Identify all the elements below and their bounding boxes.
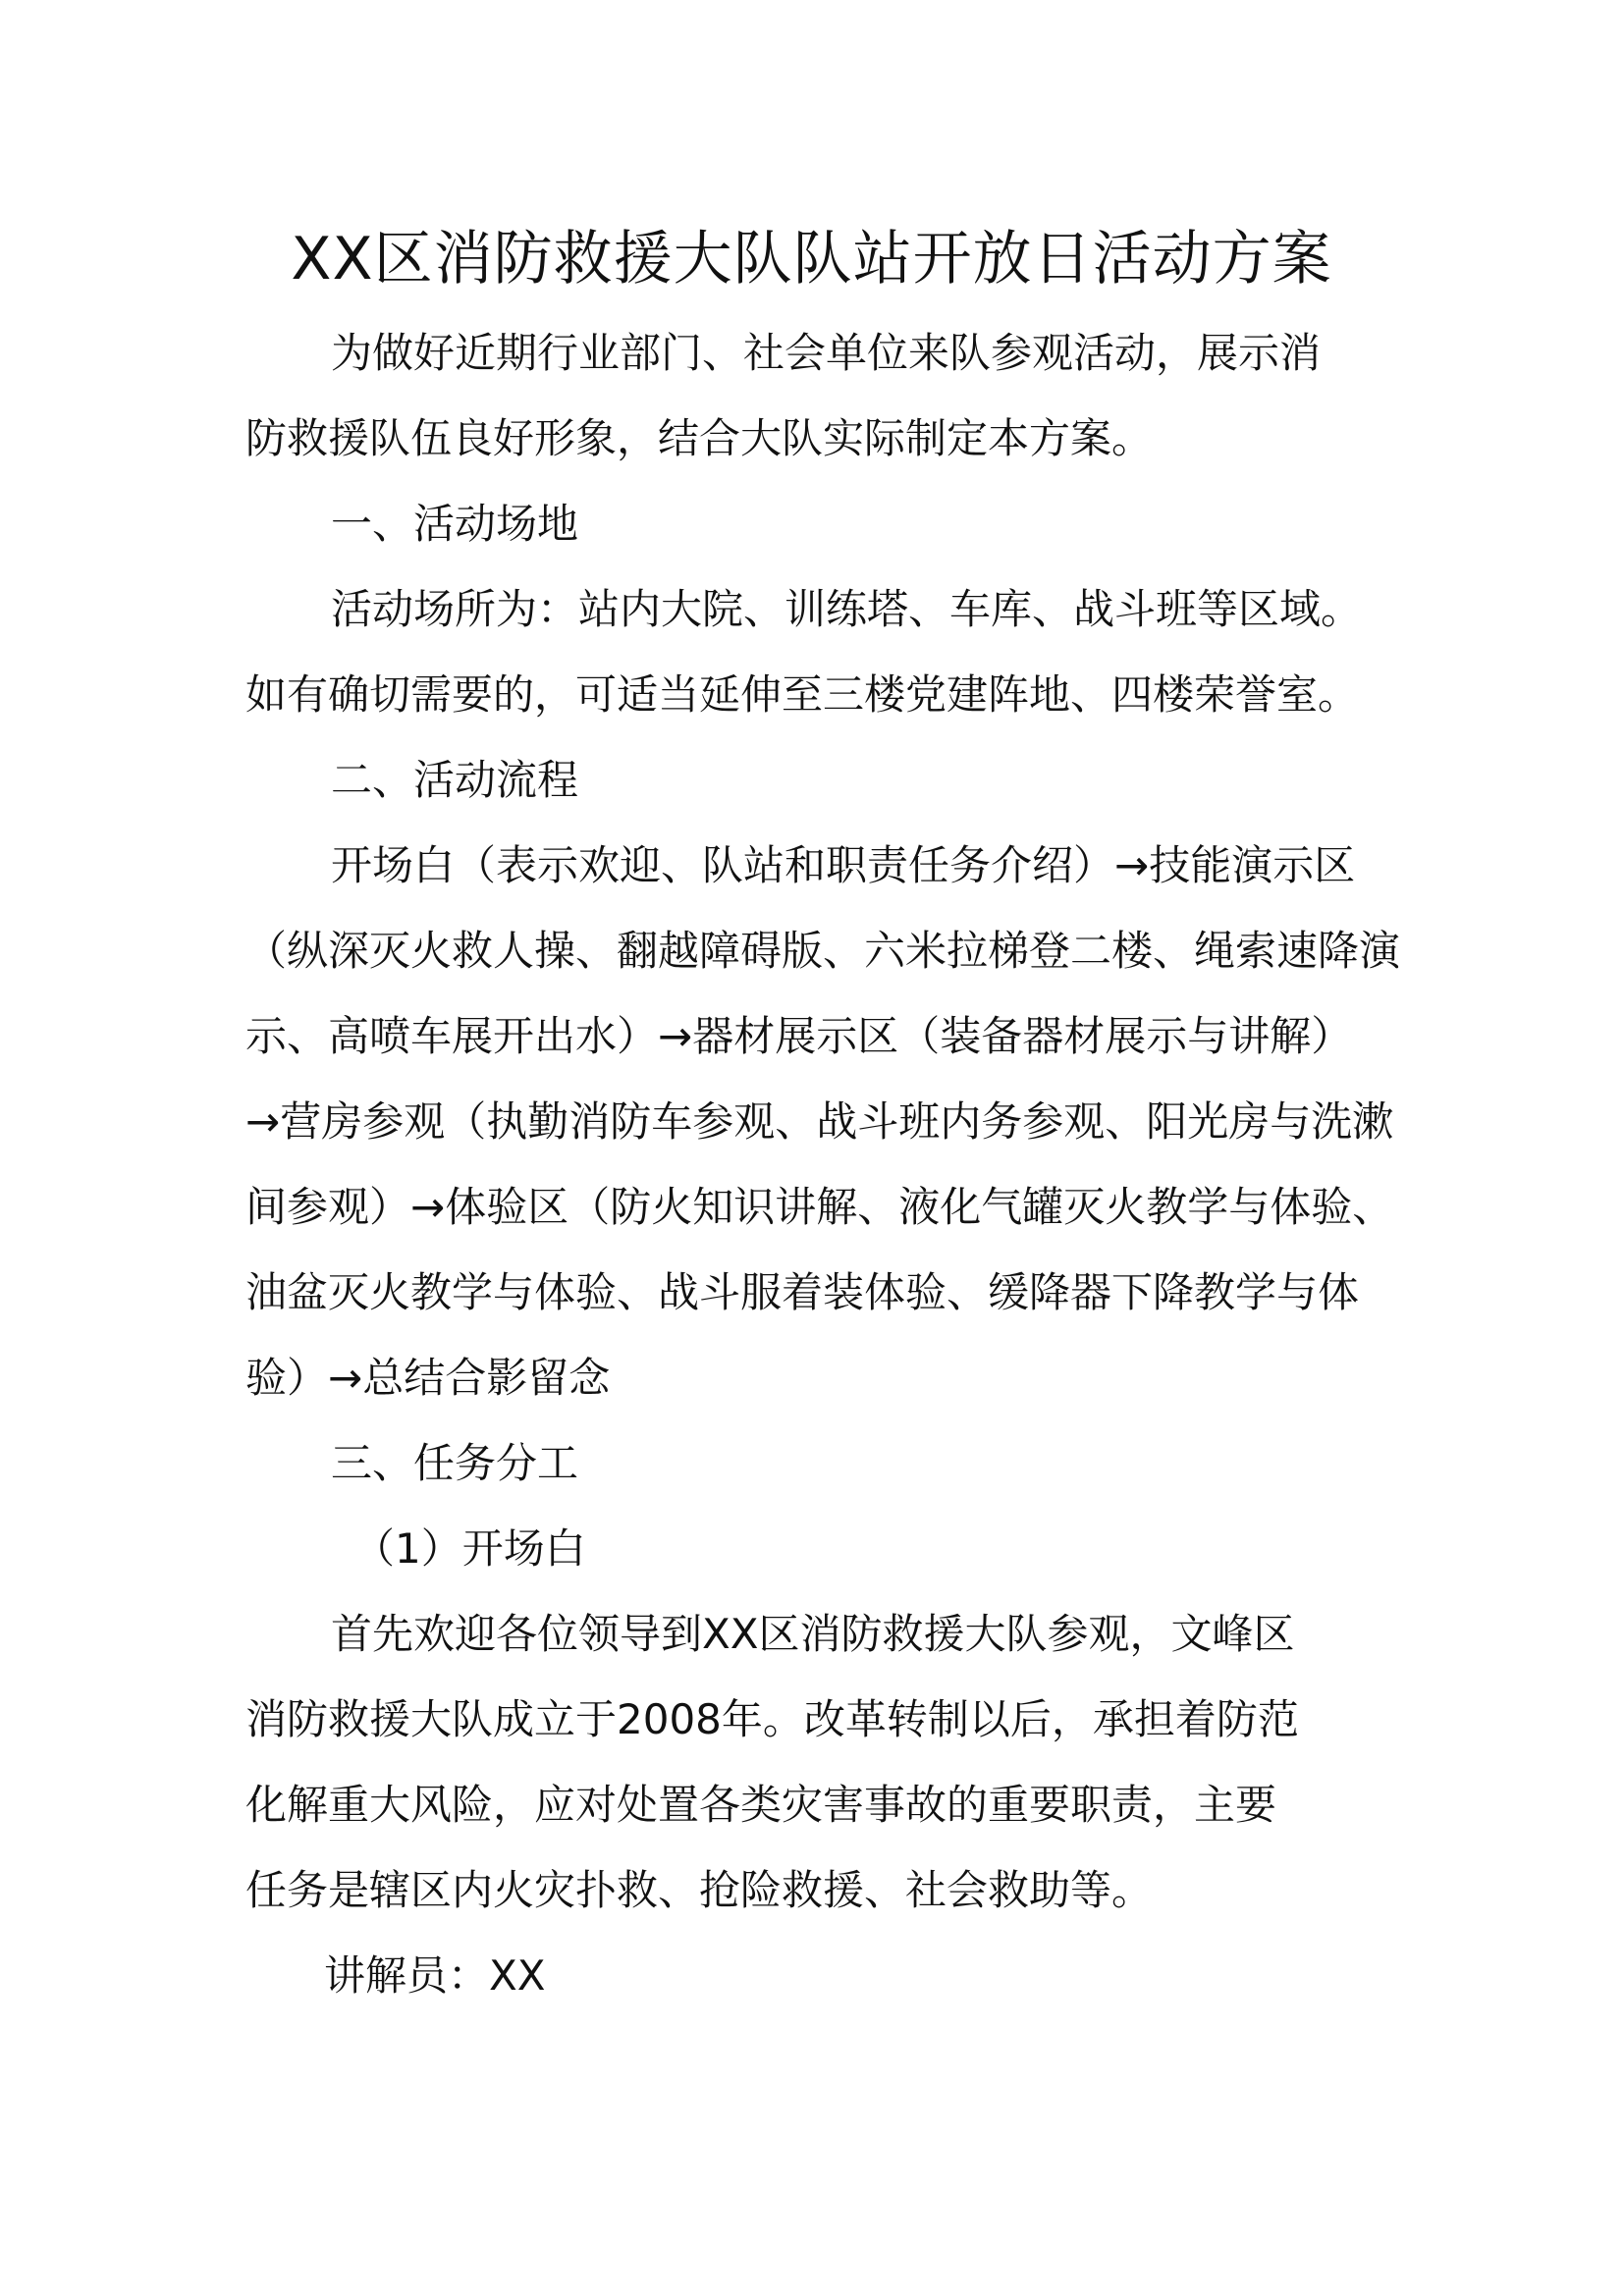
process-line-1: 开场白（表示欢迎、队站和职责任务介绍）→技能演示区 bbox=[331, 841, 1356, 889]
section-heading-process: 二、活动流程 bbox=[331, 756, 579, 804]
subsection-heading-opening: （1）开场白 bbox=[353, 1524, 586, 1573]
section-heading-venue: 一、活动场地 bbox=[331, 500, 579, 548]
process-line-7: 验）→总结合影留念 bbox=[245, 1354, 611, 1402]
opening-line-4: 任务是辖区内火灾扑救、抢险救援、社会救助等。 bbox=[245, 1866, 1154, 1914]
process-line-2: （纵深灭火救人操、翻越障碍版、六米拉梯登二楼、绳索速降演 bbox=[245, 927, 1401, 975]
intro-line-2: 防救援队伍良好形象，结合大队实际制定本方案。 bbox=[245, 414, 1154, 462]
opening-line-3: 化解重大风险，应对处置各类灾害事故的重要职责，主要 bbox=[245, 1781, 1277, 1829]
venue-line-2: 如有确切需要的，可适当延伸至三楼党建阵地、四楼荣誉室。 bbox=[245, 670, 1360, 719]
opening-line-1: 首先欢迎各位领导到XX区消防救援大队参观，文峰区 bbox=[331, 1610, 1295, 1658]
opening-line-2: 消防救援大队成立于2008年。改革转制以后，承担着防范 bbox=[245, 1695, 1299, 1743]
document-title: XX区消防救援大队队站开放日活动方案 bbox=[291, 225, 1332, 294]
intro-line-1: 为做好近期行业部门、社会单位来队参观活动，展示消 bbox=[331, 329, 1322, 377]
process-line-6: 油盆灭火教学与体验、战斗服着装体验、缓降器下降教学与体 bbox=[245, 1268, 1360, 1316]
process-line-3: 示、高喷车展开出水）→器材展示区（装备器材展示与讲解） bbox=[245, 1012, 1353, 1060]
venue-line-1: 活动场所为：站内大院、训练塔、车库、战斗班等区域。 bbox=[331, 585, 1363, 633]
process-line-4: →营房参观（执勤消防车参观、战斗班内务参观、阳光房与洗漱 bbox=[245, 1097, 1394, 1146]
document-body bbox=[245, 310, 1404, 2018]
guide-line: 讲解员：XX bbox=[324, 1951, 546, 2000]
section-heading-tasks: 三、任务分工 bbox=[331, 1439, 579, 1487]
process-line-5: 间参观）→体验区（防火知识讲解、液化气罐灭火教学与体验、 bbox=[245, 1183, 1394, 1231]
